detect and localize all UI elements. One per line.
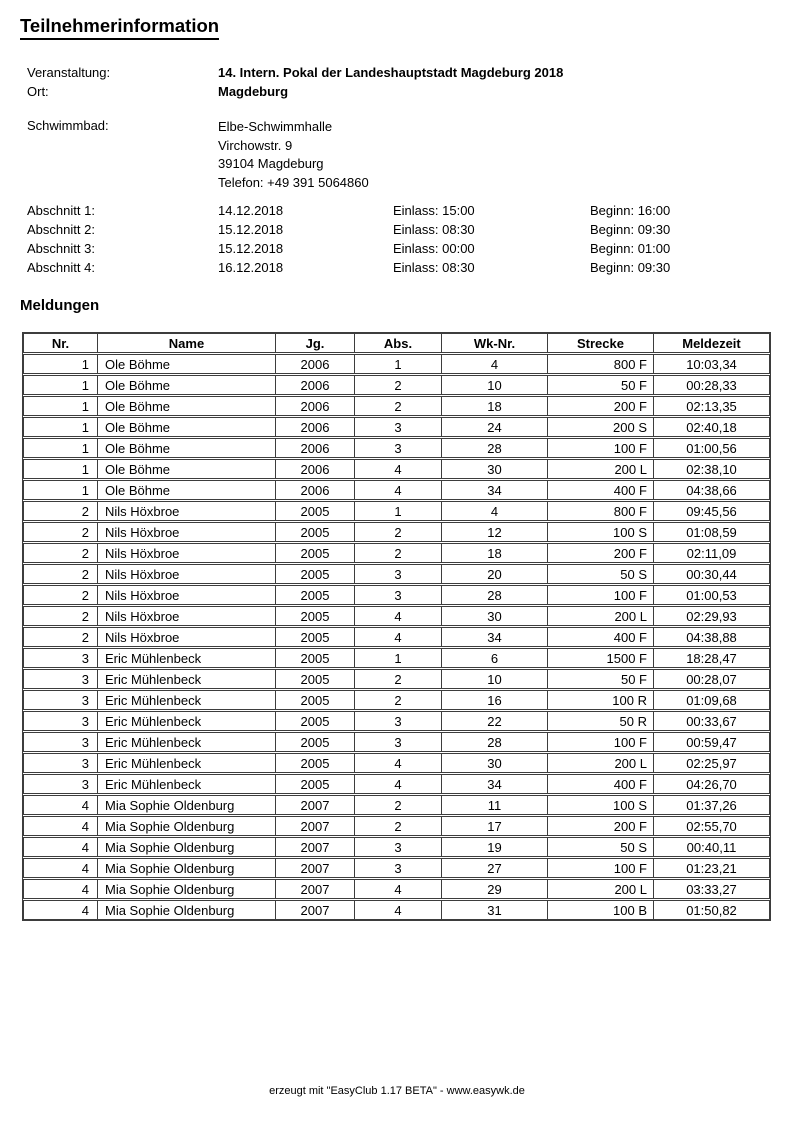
cell-nr: 1: [24, 439, 98, 457]
column-header-nr: Nr.: [24, 334, 98, 352]
table-row: [23, 606, 770, 626]
cell-nr: 2: [24, 565, 98, 583]
cell-jg: 2007: [276, 880, 355, 898]
table-row: [23, 438, 770, 458]
table-row: [23, 396, 770, 416]
cell-wknr: 4: [442, 355, 548, 373]
table-row: [23, 900, 770, 920]
cell-name: Ole Böhme: [98, 355, 276, 373]
cell-jg: 2005: [276, 565, 355, 583]
cell-wknr: 30: [442, 754, 548, 772]
cell-jg: 2006: [276, 460, 355, 478]
table-row: [23, 690, 770, 710]
schwimmbad-address-line: Elbe-Schwimmhalle: [218, 119, 333, 134]
abschnitt-einlass: Einlass: 08:30: [393, 222, 475, 237]
cell-nr: 2: [24, 544, 98, 562]
cell-jg: 2006: [276, 376, 355, 394]
cell-abs: 2: [355, 544, 442, 562]
ort-label: Ort:: [27, 84, 49, 99]
table-row: [23, 522, 770, 542]
cell-abs: 3: [355, 418, 442, 436]
column-header-abs: Abs.: [355, 334, 442, 352]
cell-meldezeit: 18:28,47: [686, 651, 737, 666]
ort-value: Magdeburg: [218, 84, 289, 99]
cell-wknr: 24: [442, 418, 548, 436]
cell-strecke: 200 F: [548, 544, 654, 562]
cell-strecke: 200 F: [548, 817, 654, 835]
cell-meldezeit: 02:29,93: [686, 609, 737, 624]
cell-nr: 1: [24, 481, 98, 499]
cell-jg: 2005: [276, 607, 355, 625]
cell-name: Mia Sophie Oldenburg: [98, 838, 276, 856]
cell-nr: 2: [24, 607, 98, 625]
veranstaltung-value: 14. Intern. Pokal der Landeshauptstadt Magdeburg 2018: [218, 65, 564, 80]
schwimmbad-address-line: Telefon: +49 391 5064860: [218, 174, 369, 190]
meldungen-table: [22, 332, 771, 921]
cell-name: Nils Höxbroe: [98, 628, 276, 646]
column-header-strecke: Strecke: [548, 334, 654, 352]
cell-strecke: 200 L: [548, 880, 654, 898]
cell-strecke: 100 S: [548, 523, 654, 541]
table-row: [23, 711, 770, 731]
table-row: [23, 585, 770, 605]
cell-strecke: 400 F: [548, 775, 654, 793]
cell-meldezeit: 04:38,88: [686, 630, 737, 645]
cell-abs: 3: [355, 859, 442, 877]
cell-strecke: 100 S: [548, 796, 654, 814]
cell-jg: 2005: [276, 523, 355, 541]
cell-name: Eric Mühlenbeck: [98, 649, 276, 667]
cell-meldezeit: 00:33,67: [686, 714, 737, 729]
cell-abs: 3: [355, 565, 442, 583]
cell-wknr: 18: [442, 397, 548, 415]
cell-meldezeit: 03:33,27: [686, 882, 737, 897]
cell-jg: 2005: [276, 649, 355, 667]
column-header-jg: Jg.: [276, 334, 355, 352]
cell-nr: 4: [24, 859, 98, 877]
abschnitt-beginn: Beginn: 16:00: [590, 203, 671, 218]
cell-nr: 3: [24, 712, 98, 730]
cell-meldezeit: 02:38,10: [686, 462, 737, 477]
cell-name: Mia Sophie Oldenburg: [98, 901, 276, 919]
cell-meldezeit: 00:59,47: [686, 735, 737, 750]
cell-nr: 3: [24, 754, 98, 772]
cell-strecke: 1500 F: [548, 649, 654, 667]
abschnitt-beginn: Beginn: 09:30: [590, 260, 671, 275]
cell-meldezeit: 01:00,56: [686, 441, 737, 456]
abschnitt-row: [27, 239, 787, 258]
cell-strecke: 400 F: [548, 481, 654, 499]
table-row: [23, 627, 770, 647]
cell-name: Mia Sophie Oldenburg: [98, 817, 276, 835]
cell-nr: 3: [24, 733, 98, 751]
cell-meldezeit: 02:13,35: [686, 399, 737, 414]
cell-name: Nils Höxbroe: [98, 523, 276, 541]
cell-meldezeit: 00:40,11: [686, 840, 737, 855]
cell-abs: 3: [355, 439, 442, 457]
table-header-row: [23, 333, 770, 353]
cell-nr: 4: [24, 901, 98, 919]
cell-abs: 3: [355, 712, 442, 730]
cell-strecke: 100 F: [548, 586, 654, 604]
abschnitt-list: [27, 201, 787, 277]
table-row: [23, 648, 770, 668]
cell-wknr: 10: [442, 670, 548, 688]
abschnitt-datum: 14.12.2018: [218, 203, 284, 218]
cell-strecke: 200 L: [548, 607, 654, 625]
cell-meldezeit: 09:45,56: [686, 504, 737, 519]
ort-row: [27, 82, 787, 101]
cell-wknr: 28: [442, 733, 548, 751]
abschnitt-einlass: Einlass: 15:00: [393, 203, 475, 218]
abschnitt-einlass: Einlass: 08:30: [393, 260, 475, 275]
cell-abs: 4: [355, 775, 442, 793]
cell-nr: 4: [24, 880, 98, 898]
cell-nr: 1: [24, 355, 98, 373]
cell-jg: 2007: [276, 838, 355, 856]
cell-nr: 2: [24, 586, 98, 604]
cell-name: Eric Mühlenbeck: [98, 712, 276, 730]
cell-abs: 4: [355, 880, 442, 898]
abschnitt-label: Abschnitt 3:: [27, 241, 95, 256]
cell-nr: 2: [24, 502, 98, 520]
abschnitt-datum: 15.12.2018: [218, 222, 284, 237]
cell-name: Eric Mühlenbeck: [98, 754, 276, 772]
cell-nr: 4: [24, 796, 98, 814]
cell-abs: 2: [355, 523, 442, 541]
cell-strecke: 50 F: [548, 670, 654, 688]
cell-name: Ole Böhme: [98, 418, 276, 436]
cell-wknr: 19: [442, 838, 548, 856]
abschnitt-label: Abschnitt 1:: [27, 203, 95, 218]
cell-name: Nils Höxbroe: [98, 544, 276, 562]
cell-nr: 2: [24, 628, 98, 646]
cell-abs: 4: [355, 754, 442, 772]
cell-abs: 2: [355, 376, 442, 394]
cell-meldezeit: 01:08,59: [686, 525, 737, 540]
cell-nr: 4: [24, 817, 98, 835]
cell-strecke: 50 R: [548, 712, 654, 730]
table-row: [23, 417, 770, 437]
cell-jg: 2005: [276, 502, 355, 520]
cell-name: Ole Böhme: [98, 481, 276, 499]
cell-jg: 2005: [276, 733, 355, 751]
cell-strecke: 50 F: [548, 376, 654, 394]
abschnitt-einlass: Einlass: 00:00: [393, 241, 475, 256]
cell-wknr: 12: [442, 523, 548, 541]
abschnitt-row: [27, 201, 787, 220]
cell-jg: 2006: [276, 418, 355, 436]
cell-jg: 2006: [276, 439, 355, 457]
column-header-meldezeit: Meldezeit: [682, 336, 741, 351]
cell-wknr: 34: [442, 775, 548, 793]
cell-name: Mia Sophie Oldenburg: [98, 880, 276, 898]
cell-wknr: 20: [442, 565, 548, 583]
table-row: [23, 354, 770, 374]
cell-nr: 3: [24, 649, 98, 667]
cell-meldezeit: 00:30,44: [686, 567, 737, 582]
cell-wknr: 30: [442, 607, 548, 625]
cell-wknr: 16: [442, 691, 548, 709]
table-row: [23, 480, 770, 500]
cell-meldezeit: 01:37,26: [686, 798, 737, 813]
cell-wknr: 29: [442, 880, 548, 898]
cell-meldezeit: 04:38,66: [686, 483, 737, 498]
table-row: [23, 774, 770, 794]
schwimmbad-address: [218, 118, 787, 192]
cell-nr: 1: [24, 397, 98, 415]
cell-wknr: 18: [442, 544, 548, 562]
table-row: [23, 501, 770, 521]
cell-strecke: 200 S: [548, 418, 654, 436]
cell-abs: 3: [355, 733, 442, 751]
cell-strecke: 50 S: [548, 565, 654, 583]
cell-wknr: 30: [442, 460, 548, 478]
column-header-name: Name: [98, 334, 276, 352]
cell-meldezeit: 02:25,97: [686, 756, 737, 771]
veranstaltung-label: Veranstaltung:: [27, 65, 111, 80]
cell-name: Eric Mühlenbeck: [98, 775, 276, 793]
cell-abs: 2: [355, 796, 442, 814]
cell-abs: 1: [355, 502, 442, 520]
cell-wknr: 6: [442, 649, 548, 667]
cell-strecke: 800 F: [548, 355, 654, 373]
abschnitt-beginn: Beginn: 09:30: [590, 222, 671, 237]
cell-meldezeit: 02:40,18: [686, 420, 737, 435]
cell-jg: 2005: [276, 628, 355, 646]
cell-strecke: 100 F: [548, 859, 654, 877]
cell-name: Eric Mühlenbeck: [98, 691, 276, 709]
cell-meldezeit: 01:00,53: [686, 588, 737, 603]
cell-nr: 3: [24, 670, 98, 688]
veranstaltung-row: [27, 63, 787, 82]
cell-jg: 2007: [276, 796, 355, 814]
cell-jg: 2007: [276, 859, 355, 877]
cell-meldezeit: 04:26,70: [686, 777, 737, 792]
cell-nr: 4: [24, 838, 98, 856]
cell-meldezeit: 10:03,34: [686, 357, 737, 372]
cell-meldezeit: 01:09,68: [686, 693, 737, 708]
cell-wknr: 28: [442, 439, 548, 457]
table-row: [23, 564, 770, 584]
abschnitt-row: [27, 220, 787, 239]
cell-abs: 2: [355, 670, 442, 688]
cell-abs: 4: [355, 481, 442, 499]
cell-strecke: 100 B: [548, 901, 654, 919]
cell-nr: 1: [24, 418, 98, 436]
cell-jg: 2006: [276, 481, 355, 499]
table-row: [23, 837, 770, 857]
cell-jg: 2005: [276, 670, 355, 688]
table-row: [23, 753, 770, 773]
cell-abs: 3: [355, 838, 442, 856]
cell-nr: 2: [24, 523, 98, 541]
cell-jg: 2005: [276, 712, 355, 730]
cell-strecke: 50 S: [548, 838, 654, 856]
cell-wknr: 31: [442, 901, 548, 919]
cell-strecke: 100 F: [548, 439, 654, 457]
cell-name: Nils Höxbroe: [98, 586, 276, 604]
cell-strecke: 200 L: [548, 754, 654, 772]
schwimmbad-label: Schwimmbad:: [27, 118, 109, 133]
schwimmbad-address-line: 39104 Magdeburg: [218, 156, 324, 171]
cell-strecke: 100 F: [548, 733, 654, 751]
abschnitt-row: [27, 258, 787, 277]
cell-name: Mia Sophie Oldenburg: [98, 796, 276, 814]
page-title: Teilnehmerinformation: [20, 15, 219, 40]
cell-abs: 2: [355, 397, 442, 415]
cell-abs: 1: [355, 355, 442, 373]
cell-wknr: 11: [442, 796, 548, 814]
cell-name: Ole Böhme: [98, 439, 276, 457]
cell-strecke: 200 L: [548, 460, 654, 478]
cell-jg: 2006: [276, 355, 355, 373]
footer-text: erzeugt mit "EasyClub 1.17 BETA" - www.easywk.de: [269, 1085, 525, 1097]
cell-nr: 1: [24, 460, 98, 478]
cell-name: Nils Höxbroe: [98, 607, 276, 625]
cell-meldezeit: 02:55,70: [686, 819, 737, 834]
abschnitt-datum: 16.12.2018: [218, 260, 284, 275]
cell-name: Nils Höxbroe: [98, 502, 276, 520]
abschnitt-beginn: Beginn: 01:00: [590, 241, 671, 256]
cell-meldezeit: 02:11,09: [686, 546, 737, 561]
cell-name: Ole Böhme: [98, 460, 276, 478]
table-row: [23, 879, 770, 899]
cell-meldezeit: 01:50,82: [686, 903, 737, 918]
table-row: [23, 816, 770, 836]
cell-name: Eric Mühlenbeck: [98, 670, 276, 688]
cell-name: Ole Böhme: [98, 376, 276, 394]
event-info-section: [27, 63, 787, 277]
cell-jg: 2006: [276, 397, 355, 415]
cell-nr: 3: [24, 775, 98, 793]
cell-nr: 3: [24, 691, 98, 709]
cell-strecke: 400 F: [548, 628, 654, 646]
column-header-wknr: Wk-Nr.: [442, 334, 548, 352]
cell-abs: 2: [355, 817, 442, 835]
cell-abs: 2: [355, 691, 442, 709]
cell-nr: 1: [24, 376, 98, 394]
table-row: [23, 459, 770, 479]
cell-name: Eric Mühlenbeck: [98, 733, 276, 751]
cell-name: Mia Sophie Oldenburg: [98, 859, 276, 877]
cell-jg: 2005: [276, 754, 355, 772]
cell-abs: 4: [355, 607, 442, 625]
cell-jg: 2005: [276, 775, 355, 793]
cell-jg: 2007: [276, 817, 355, 835]
schwimmbad-row: [27, 118, 787, 192]
table-row: [23, 375, 770, 395]
cell-wknr: 22: [442, 712, 548, 730]
cell-strecke: 200 F: [548, 397, 654, 415]
abschnitt-label: Abschnitt 4:: [27, 260, 95, 275]
table-row: [23, 732, 770, 752]
table-row: [23, 795, 770, 815]
cell-wknr: 17: [442, 817, 548, 835]
cell-wknr: 27: [442, 859, 548, 877]
cell-wknr: 34: [442, 628, 548, 646]
schwimmbad-address-line: Virchowstr. 9: [218, 137, 293, 153]
table-row: [23, 669, 770, 689]
cell-strecke: 100 R: [548, 691, 654, 709]
cell-jg: 2005: [276, 691, 355, 709]
cell-jg: 2005: [276, 544, 355, 562]
abschnitt-datum: 15.12.2018: [218, 241, 284, 256]
cell-abs: 4: [355, 460, 442, 478]
cell-abs: 3: [355, 586, 442, 604]
cell-meldezeit: 01:23,21: [686, 861, 737, 876]
cell-meldezeit: 00:28,07: [686, 672, 737, 687]
cell-jg: 2007: [276, 901, 355, 919]
table-row: [23, 858, 770, 878]
cell-jg: 2005: [276, 586, 355, 604]
cell-meldezeit: 00:28,33: [686, 378, 737, 393]
table-row: [23, 543, 770, 563]
cell-abs: 4: [355, 901, 442, 919]
abschnitt-label: Abschnitt 2:: [27, 222, 95, 237]
cell-name: Ole Böhme: [98, 397, 276, 415]
cell-wknr: 4: [442, 502, 548, 520]
cell-wknr: 34: [442, 481, 548, 499]
cell-wknr: 10: [442, 376, 548, 394]
cell-abs: 4: [355, 628, 442, 646]
cell-abs: 1: [355, 649, 442, 667]
cell-name: Nils Höxbroe: [98, 565, 276, 583]
cell-strecke: 800 F: [548, 502, 654, 520]
cell-wknr: 28: [442, 586, 548, 604]
meldungen-heading: Meldungen: [20, 297, 100, 314]
